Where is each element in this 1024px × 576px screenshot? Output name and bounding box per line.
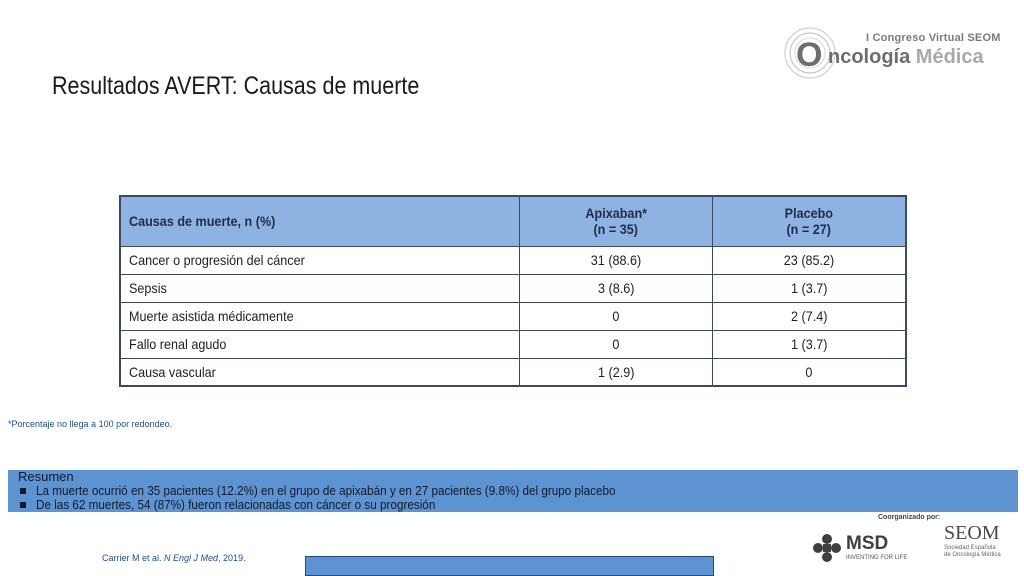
seom-subtitle-1: Sociedad Española [944,545,996,551]
table-cell [120,358,520,386]
cell-text: 3 (8.6) [597,280,635,296]
cell-text: 1 (3.7) [790,280,828,296]
citation [102,553,246,563]
table-cell [520,330,713,358]
brand-word-2: Médica [915,46,984,68]
table-cell [120,330,520,358]
header-label: Apixaban* [585,205,647,222]
cell-text: 23 (85.2) [783,252,835,268]
list-item [18,484,1018,498]
summary-list [18,484,1018,512]
table-cell [520,274,713,302]
list-item [18,498,1018,512]
seom-subtitle-2: de Oncología Médica [944,552,1001,558]
summary-bullet-text: De las 62 muertes, 54 (87%) fueron relacionadas con cáncer o su progresión [36,497,436,512]
congress-logo [780,22,1010,82]
cell-text: Sepsis [129,280,167,296]
summary-title: Resumen [18,470,74,484]
table-header-row [120,196,906,246]
header-cell [120,196,520,246]
citation-journal: N Engl J Med [164,553,219,563]
table-cell [120,274,520,302]
page-title: Resultados AVERT: Causas de muerte [52,72,420,100]
table-cell [520,302,713,330]
table-cell [520,358,713,386]
header-cell [712,196,906,246]
table-row [120,302,906,330]
cell-text: Fallo renal agudo [129,336,227,352]
table-row [120,330,906,358]
msd-wordmark: MSD [846,533,889,554]
citation-year: , 2019. [218,553,246,563]
header-cell [520,196,713,246]
msd-tagline: INVENTING FOR LIFE [846,555,908,561]
table-cell [120,302,520,330]
seom-wordmark: SEOM [944,522,1000,544]
table-cell [712,274,906,302]
table-row [120,358,906,386]
bottom-bar [305,556,714,576]
congress-brand [802,46,984,69]
cell-text: Muerte asistida médicamente [129,308,294,324]
msd-logo [812,529,922,565]
header-label: Placebo [784,205,834,222]
header-label: Causas de muerte, n (%) [129,213,276,230]
summary-bullet-text: La muerte ocurrió en 35 pacientes (12.2%) en el grupo de apixabán y en 27 pacientes (9.8%) del grupo placebo [36,483,616,498]
table-cell [712,358,906,386]
table-cell [520,246,713,274]
coorganized-label: Coorganizado por: [878,514,941,521]
cell-text: 1 (2.9) [597,363,635,380]
cell-text: 2 (7.4) [790,308,828,324]
citation-authors: Carrier M et al. [102,553,165,563]
header-sublabel: (n = 35) [593,221,639,238]
msd-mark-icon [812,533,842,563]
table-cell [712,302,906,330]
svg-text:O: O [796,36,823,74]
header-sublabel: (n = 27) [786,221,832,238]
congress-name: I Congreso Virtual SEOM [866,32,1001,44]
cell-text: 0 [612,336,620,352]
causes-table [119,195,907,387]
cell-text: 0 [805,363,813,380]
table-row [120,246,906,274]
summary-box [8,470,1018,512]
footnote: *Porcentaje no llega a 100 por redondeo. [8,419,173,429]
seom-logo [944,522,1016,572]
cell-text: 0 [612,308,620,324]
square-bullet-icon [20,502,26,508]
cell-text: 31 (88.6) [590,252,642,268]
table-row [120,274,906,302]
cell-text: Cancer o progresión del cáncer [129,252,305,268]
table-cell [712,246,906,274]
table-cell [120,246,520,274]
table-cell [712,330,906,358]
square-bullet-icon [20,488,26,494]
cell-text: 1 (3.7) [790,336,828,352]
cell-text: Causa vascular [129,363,216,380]
brand-word-1: ncología [828,46,911,68]
